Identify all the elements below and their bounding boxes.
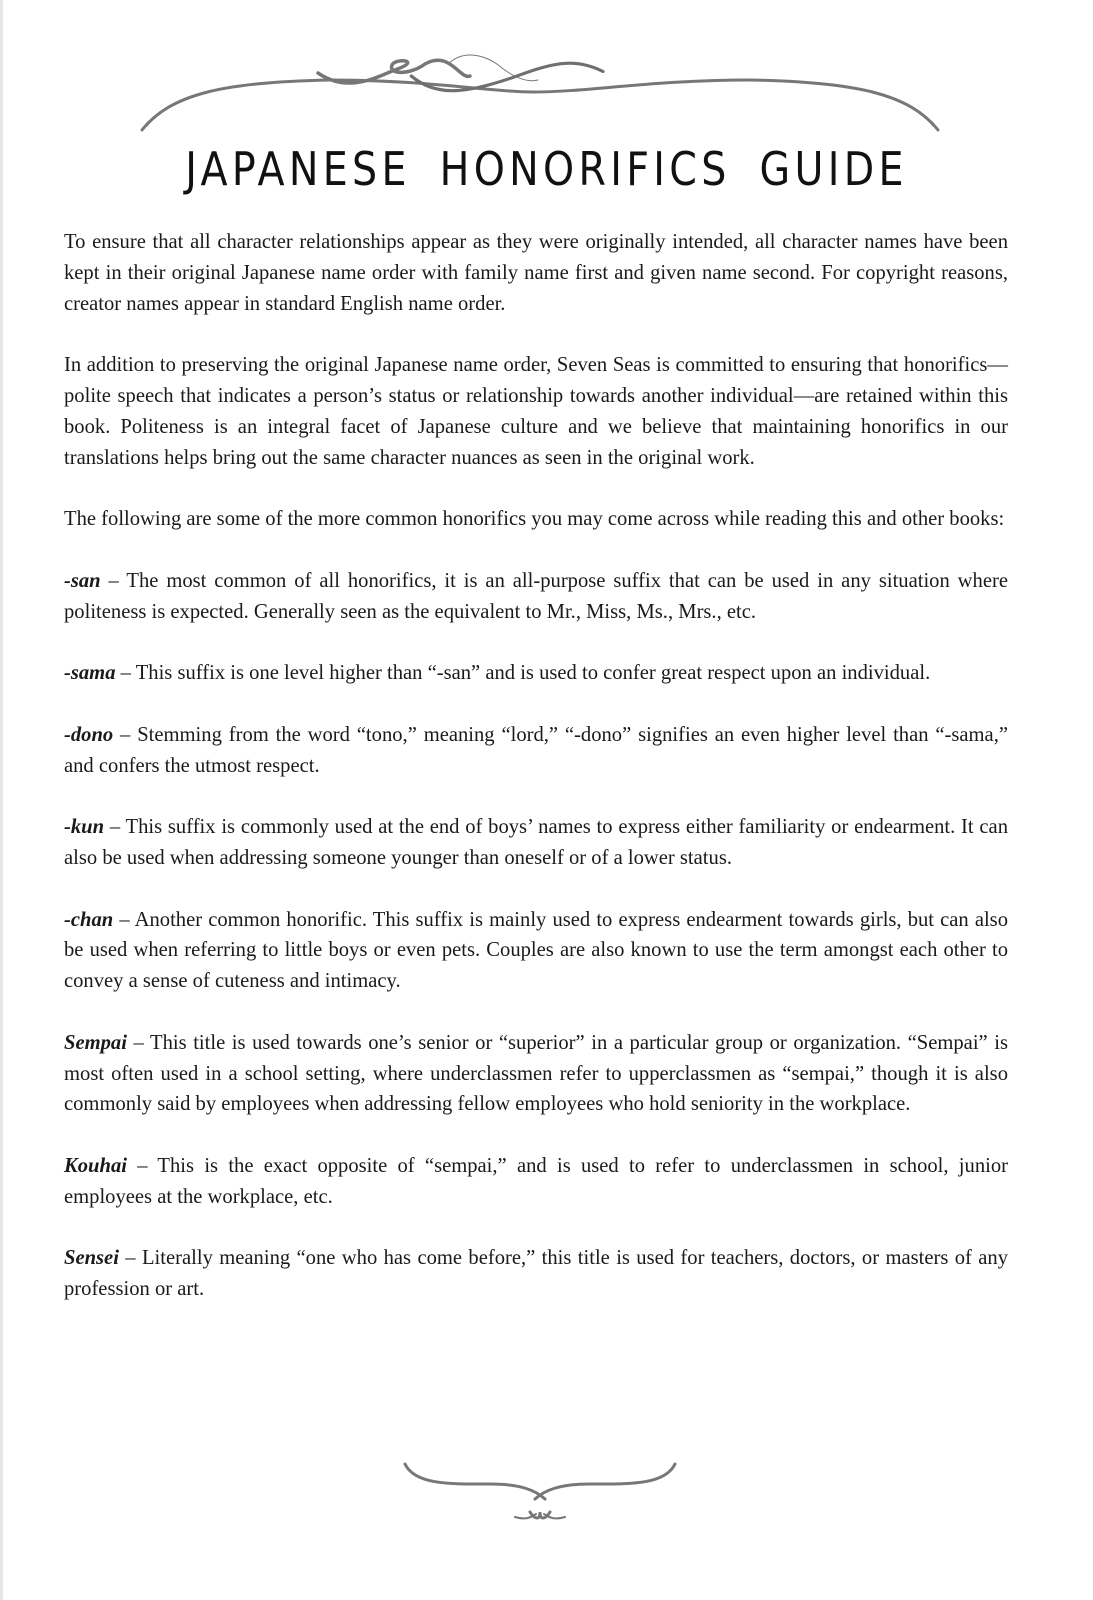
- honorific-definition: – Literally meaning “one who has come before,” this title is used for teachers, doctors, or masters of any profession or art.: [64, 1247, 1008, 1301]
- honorific-entry-sensei: [64, 1243, 1008, 1305]
- honorific-term: -sama: [64, 662, 116, 685]
- ornament-top-flourish-icon: [130, 40, 950, 140]
- honorific-term: -chan: [64, 908, 114, 931]
- honorific-definition: – This suffix is one level higher than “-san” and is used to confer great respect upon an individual.: [115, 662, 931, 685]
- honorific-entry-san: [64, 566, 1008, 628]
- honorific-term: Sempai: [64, 1031, 127, 1054]
- honorific-definition: – The most common of all honorifics, it is an all-purpose suffix that can be used in any situation where politeness is expected. Generally seen as the equivalent to Mr., Miss, Ms., Mrs., etc.: [64, 569, 1008, 623]
- honorific-entry-kun: [64, 812, 1008, 874]
- honorific-entry-kouhai: [64, 1151, 1008, 1213]
- honorific-term: -dono: [64, 723, 114, 746]
- honorific-definition: – Stemming from the word “tono,” meaning “lord,” “-dono” signifies an even higher level than “-sama,” and confers the utmost respect.: [64, 723, 1008, 777]
- intro-paragraph: To ensure that all character relationships appear as they were originally intended, all character names have been kept in their original Japanese name order with family name first and given name second. For copyright reasons, creator names appear in standard English name order.: [64, 231, 1008, 315]
- intro-paragraph: In addition to preserving the original Japanese name order, Seven Seas is committed to ensuring that honorifics—polite speech that indicates a person’s status or relationship towards another individual—are retained within this book. Politeness is an integral facet of Japanese culture and we believe that maintaining honorifics in our translations helps bring out the same character nuances as seen in the original work.: [64, 354, 1008, 469]
- page-title: JAPANESE HONORIFICS GUIDE: [185, 142, 908, 196]
- honorific-entry-chan: [64, 905, 1008, 997]
- honorific-term: -san: [64, 569, 101, 592]
- honorific-definition: – This suffix is commonly used at the end of boys’ names to express either familiarity or endearment. It can also be used when addressing someone younger than oneself or of a lower status.: [64, 816, 1008, 869]
- document-body: [64, 227, 1008, 1336]
- honorific-entry-dono: [64, 720, 1008, 782]
- honorific-term: -kun: [64, 816, 105, 839]
- intro-paragraph: The following are some of the more common honorifics you may come across while reading this and other books:: [64, 508, 1005, 531]
- honorific-definition: – This is the exact opposite of “sempai,” and is used to refer to underclassmen in school, junior employees at the workplace, etc.: [64, 1154, 1008, 1208]
- honorific-term: Sensei: [64, 1247, 119, 1270]
- honorific-definition: – This title is used towards one’s senior or “superior” in a particular group or organization. “Sempai” is most often used in a school setting, where underclassmen refer to upperclassmen as “sempai,” though it is also commonly said by employees when addressing fellow employees who hold seniority in the workplace.: [64, 1031, 1008, 1116]
- ornament-bottom-flourish-icon: [380, 1420, 700, 1520]
- honorific-entry-sempai: [64, 1028, 1008, 1120]
- page-edge: [0, 0, 3, 1600]
- honorific-term: Kouhai: [64, 1154, 127, 1177]
- honorific-definition: – Another common honorific. This suffix is mainly used to express endearment towards girls, but can also be used when referring to little boys or even pets. Couples are also known to use the term amongst each other to convey a sense of cuteness and intimacy.: [64, 908, 1008, 993]
- honorific-entry-sama: [64, 658, 1008, 689]
